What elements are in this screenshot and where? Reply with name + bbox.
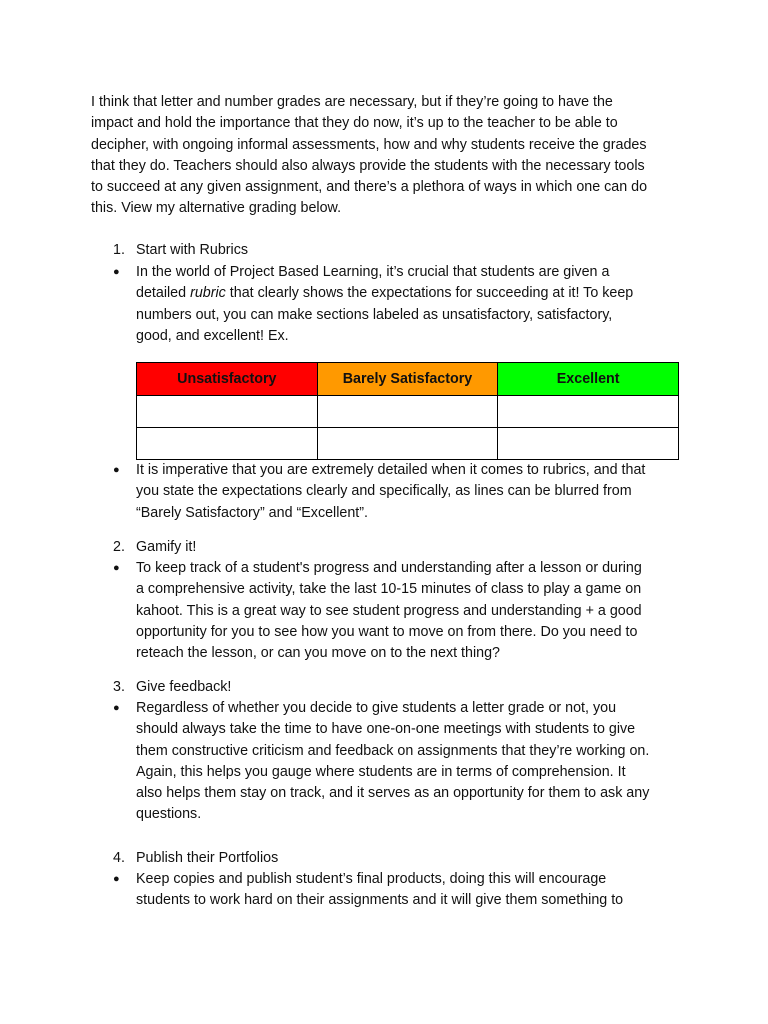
bullet-line: you state the expectations clearly and specifically, as lines can be blurred from (136, 483, 632, 500)
text-run: detailed (136, 285, 191, 302)
list-heading-text: Give feedback! (136, 679, 232, 695)
intro-line: to succeed at any given assignment, and there’s a plethora of ways in which one can do (91, 179, 648, 196)
intro-line: decipher, with ongoing informal assessments, how and why students receive the grades (91, 136, 647, 153)
bullet-text (136, 558, 696, 664)
bullet-line: To keep track of a student's progress and understanding after a lesson or during (136, 560, 642, 576)
bullet-text (136, 460, 696, 524)
bullet-line: students to work hard on their assignments and it will give them something to (136, 892, 624, 909)
bullet-line: reteach the lesson, or can you move on to the next thing? (136, 645, 501, 662)
bullet-text (136, 698, 696, 826)
bullet-line: them constructive criticism and feedback on assignments that they’re working on. (136, 742, 650, 759)
list-heading-text: Publish their Portfolios (136, 850, 279, 866)
rubric-header-barely-satisfactory: Barely Satisfactory (317, 363, 498, 396)
intro-line: I think that letter and number grades are necessary, but if they’re going to have the (91, 94, 613, 110)
bullet-line: kahoot. This is a great way to see student progress and understanding + a good (136, 602, 642, 619)
bullet-line (136, 283, 696, 304)
bullet-icon: ● (113, 266, 120, 278)
table-cell (498, 396, 679, 428)
list-number: 2. (113, 539, 125, 555)
intro-line: impact and hold the importance that they do now, it’s up to the teacher to be able to (91, 115, 618, 132)
bullet-line: opportunity for you to see how you want to move on from there. Do you need to (136, 623, 638, 640)
rubric-table (136, 362, 679, 460)
bullet-line: Keep copies and publish student’s final products, doing this will encourage (136, 871, 607, 887)
list-number: 3. (113, 679, 125, 695)
bullet-line: Again, this helps you gauge where students are in terms of comprehension. It (136, 763, 626, 780)
bullet-line: a comprehensive activity, take the last 10-15 minutes of class to play a game on (136, 581, 642, 598)
intro-line: that they do. Teachers should also always provide the students with the necessary tools (91, 157, 645, 174)
bullet-line: should always take the time to have one-on-one meetings with students to give (136, 721, 636, 738)
bullet-icon: ● (113, 464, 120, 476)
bullet-icon: ● (113, 873, 120, 885)
text-run: that clearly shows the expectations for succeeding at it! To keep (225, 285, 634, 302)
table-cell (498, 428, 679, 460)
bullet-line: questions. (136, 806, 202, 823)
bullet-line: Regardless of whether you decide to give students a letter grade or not, you (136, 700, 617, 716)
bullet-icon: ● (113, 562, 120, 574)
bullet-text (136, 869, 696, 912)
rubric-header-unsatisfactory: Unsatisfactory (137, 363, 318, 396)
bullet-line: “Barely Satisfactory” and “Excellent”. (136, 504, 369, 521)
table-cell (317, 396, 498, 428)
list-number: 1. (113, 242, 125, 258)
bullet-line: In the world of Project Based Learning, it’s crucial that students are given a (136, 264, 610, 280)
list-heading-text: Start with Rubrics (136, 242, 249, 258)
intro-paragraph (91, 92, 691, 220)
rubric-header-excellent: Excellent (498, 363, 679, 396)
rubric-header-row (137, 363, 679, 396)
table-row (137, 396, 679, 428)
bullet-line: numbers out, you can make sections labeled as unsatisfactory, satisfactory, (136, 306, 613, 323)
bullet-line: also helps them stay on track, and it serves as an opportunity for them to ask any (136, 785, 650, 802)
table-cell (137, 428, 318, 460)
emphasis-text: rubric (190, 285, 226, 302)
intro-line: this. View my alternative grading below. (91, 200, 342, 217)
bullet-line: good, and excellent! Ex. (136, 327, 289, 344)
table-cell (317, 428, 498, 460)
bullet-icon: ● (113, 702, 120, 714)
list-number: 4. (113, 850, 125, 866)
table-row (137, 428, 679, 460)
bullet-line: It is imperative that you are extremely detailed when it comes to rubrics, and that (136, 462, 646, 478)
table-cell (137, 396, 318, 428)
bullet-text (136, 262, 696, 347)
list-heading-text: Gamify it! (136, 539, 197, 555)
